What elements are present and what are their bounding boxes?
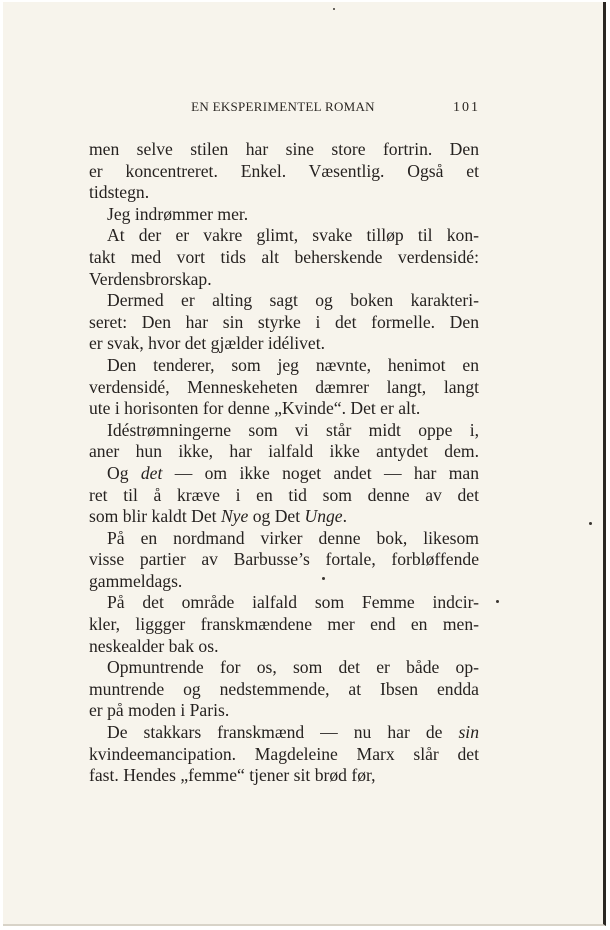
text-span: Idéstrømningerne som vi står midt oppe i, bbox=[107, 419, 479, 440]
text-line bbox=[89, 441, 479, 463]
text-line bbox=[89, 679, 479, 701]
text-line bbox=[89, 506, 479, 528]
text-line bbox=[89, 290, 479, 312]
print-speck bbox=[496, 600, 499, 603]
text-span: er på moden i Paris. bbox=[89, 700, 230, 721]
text-span: muntrende og nedstemmende, at Ibsen endda bbox=[89, 678, 479, 699]
text-line bbox=[89, 377, 479, 399]
text-line bbox=[89, 204, 479, 226]
text-span: Jeg indrømmer mer. bbox=[107, 203, 249, 224]
text-span: — om ikke noget andet — har man bbox=[162, 462, 480, 483]
text-span: kvindeemancipation. Magdeleine Marx slår det bbox=[89, 743, 479, 764]
text-span: kler, liggger franskmændene mer end en men- bbox=[89, 614, 479, 635]
italic-text: Unge bbox=[304, 506, 343, 527]
italic-text: sin bbox=[458, 722, 479, 743]
text-span: Den tenderer, som jeg nævnte, henimot en bbox=[107, 354, 479, 375]
text-line bbox=[89, 312, 479, 334]
text-span: På en nordmand virker denne bok, likesom bbox=[107, 527, 479, 548]
text-span: gammeldags. bbox=[89, 570, 183, 591]
text-span: visse partier av Barbusse’s fortale, forbløffende bbox=[89, 549, 479, 570]
text-line bbox=[89, 485, 479, 507]
text-span: tidstegn. bbox=[89, 182, 150, 203]
book-page bbox=[3, 2, 606, 926]
text-span: ute i horisonten for denne „Kvinde“. Det er alt. bbox=[89, 398, 421, 419]
text-line bbox=[89, 549, 479, 571]
text-span: som blir kaldt Det bbox=[89, 506, 221, 527]
text-line bbox=[89, 225, 479, 247]
text-span: Verdensbrorskap. bbox=[89, 268, 212, 289]
text-line bbox=[89, 614, 479, 636]
text-line bbox=[89, 765, 479, 787]
text-line bbox=[89, 247, 479, 269]
text-line bbox=[89, 722, 479, 744]
text-line bbox=[89, 139, 479, 161]
text-span: Dermed er alting sagt og boken karakteri- bbox=[107, 290, 479, 311]
text-span: neskealder bak os. bbox=[89, 635, 219, 656]
text-line bbox=[89, 463, 479, 485]
text-line bbox=[89, 571, 479, 593]
text-line bbox=[89, 592, 479, 614]
text-line bbox=[89, 744, 479, 766]
text-span: er koncentreret. Enkel. Væsentlig. Også et bbox=[89, 160, 479, 181]
text-line bbox=[89, 182, 479, 204]
text-line bbox=[89, 528, 479, 550]
text-span: . bbox=[342, 506, 348, 527]
text-span: er svak, hvor det gjælder idélivet. bbox=[89, 333, 325, 354]
text-span: fast. Hendes „femme“ tjener sit brød før, bbox=[89, 765, 376, 786]
text-line bbox=[89, 700, 479, 722]
text-span: ret til å kræve i en tid som denne av det bbox=[89, 484, 479, 505]
page-number: 101 bbox=[453, 100, 480, 115]
print-speck bbox=[322, 577, 325, 580]
print-speck bbox=[333, 8, 335, 10]
text-line bbox=[89, 269, 479, 291]
text-span: og Det bbox=[248, 506, 305, 527]
text-line bbox=[89, 420, 479, 442]
text-line bbox=[89, 355, 479, 377]
text-line bbox=[89, 636, 479, 658]
text-span: takt med vort tids alt beherskende verdensidé: bbox=[89, 246, 479, 267]
text-span: På det område ialfald som Femme indcir- bbox=[107, 592, 479, 613]
italic-text: det bbox=[140, 462, 163, 483]
text-span: men selve stilen har sine store fortrin. Den bbox=[89, 139, 479, 159]
print-speck bbox=[589, 522, 592, 525]
text-line bbox=[89, 161, 479, 183]
text-line bbox=[89, 657, 479, 679]
text-span: aner hun ikke, har ialfald ikke antydet dem. bbox=[89, 441, 479, 462]
body-text bbox=[89, 139, 479, 787]
text-span: Opmuntrende for os, som det er både op- bbox=[107, 657, 479, 678]
text-span: seret: Den har sin styrke i det formelle. Den bbox=[89, 311, 479, 332]
text-line bbox=[89, 333, 479, 355]
text-span: De stakkars franskmænd — nu har de bbox=[107, 722, 459, 743]
text-line bbox=[89, 398, 479, 420]
text-span: Og bbox=[107, 462, 141, 483]
italic-text: Nye bbox=[220, 506, 249, 527]
text-span: verdensidé, Menneskeheten dæmrer langt, langt bbox=[89, 376, 479, 397]
text-span: At der er vakre glimt, svake tilløp til kon- bbox=[107, 225, 479, 246]
page-header bbox=[3, 99, 603, 119]
running-head: EN EKSPERIMENTEL ROMAN bbox=[191, 99, 375, 114]
